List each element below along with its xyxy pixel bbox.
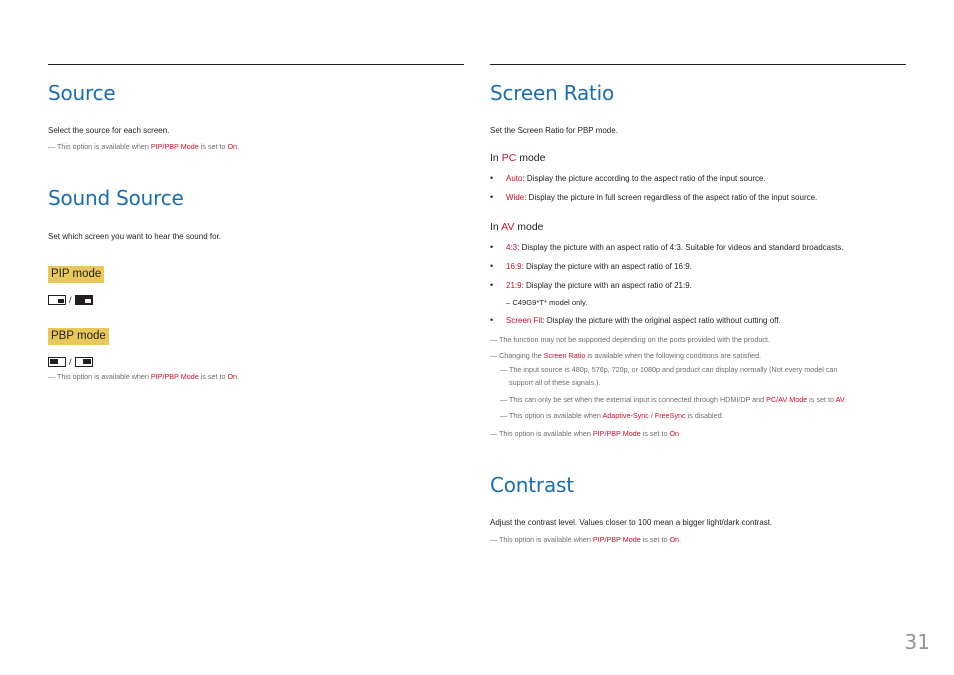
pbp-right-screen-icon [75, 357, 93, 367]
bullet-mark: • [490, 315, 494, 325]
pbp-mode-label: PBP mode [48, 328, 109, 345]
pip-mode-icons [48, 293, 93, 305]
bullet-mark: • [490, 242, 494, 252]
screen-ratio-description: Set the Screen Ratio for PBP mode. [490, 126, 618, 135]
icon-separator: / [69, 356, 72, 367]
sound-source-note: ― This option is available when PIP/PBP Mode is set to On. [48, 372, 240, 381]
contrast-note: ― This option is available when PIP/PBP Mode is set to On. [490, 535, 682, 544]
av-item-4-3: • 4:3: Display the picture with an aspect ratio of 4:3. Suitable for videos and standard broadcasts. [490, 242, 844, 252]
note-mark: ― [490, 351, 498, 360]
page-number: 31 [904, 630, 930, 654]
note-mark: ― [490, 429, 498, 438]
pbp-left-screen-icon [48, 357, 66, 367]
condition-input-source: ― The input source is 480p, 576p, 720p, or 1080p and product can display normally (Not every model can [500, 365, 838, 374]
left-column [48, 0, 464, 675]
bullet-mark: • [490, 261, 494, 271]
ports-note: ― The function may not be supported depending on the ports provided with the product. [490, 335, 770, 344]
pip-small-window-icon [48, 295, 66, 305]
screen-ratio-pip-note: ― This option is available when PIP/PBP Mode is set to On. [490, 429, 682, 438]
source-title: Source [48, 81, 116, 105]
sound-source-title: Sound Source [48, 186, 184, 210]
pc-item-auto: • Auto: Display the picture according to the aspect ratio of the input source. [490, 173, 766, 183]
av-item-21-9: • 21:9: Display the picture with an aspect ratio of 21:9. [490, 280, 692, 290]
bullet-mark: • [490, 192, 494, 202]
note-mark: ― [48, 142, 56, 151]
pc-mode-heading: In PC mode [490, 152, 546, 164]
contrast-description: Adjust the contrast level. Values closer to 100 mean a bigger light/dark contrast. [490, 518, 773, 527]
condition-hdmi-dp: ― This can only be set when the external input is connected through HDMI/DP and PC/AV Mode is set to AV. [500, 395, 846, 404]
av-item-16-9: • 16:9: Display the picture with an aspect ratio of 16:9. [490, 261, 692, 271]
top-rule-left [48, 64, 464, 65]
conditions-note: ― Changing the Screen Ratio is available when the following conditions are satisfied. [490, 351, 762, 360]
sound-source-description: Set which screen you want to hear the sound for. [48, 232, 221, 241]
condition-input-source-cont: support all of these signals.). [509, 378, 601, 387]
bullet-mark: • [490, 280, 494, 290]
note-mark: ― [500, 365, 508, 374]
pip-pbp-mode-ref: PIP/PBP Mode [150, 372, 199, 381]
note-mark: ― [500, 395, 508, 404]
pip-mode-label: PIP mode [48, 266, 104, 283]
on-ref: On [227, 372, 238, 381]
pip-pbp-mode-ref: PIP/PBP Mode [150, 142, 199, 151]
source-note: ― This option is available when PIP/PBP Mode is set to On. [48, 142, 240, 151]
av-item-screen-fit: • Screen Fit: Display the picture with the original aspect ratio without cutting off. [490, 315, 781, 325]
note-mark: ― [490, 535, 498, 544]
on-ref: On [227, 142, 238, 151]
source-description: Select the source for each screen. [48, 126, 170, 135]
note-mark: ― [500, 411, 508, 420]
pbp-mode-icons [48, 355, 93, 367]
condition-adaptive-sync: ― This option is available when Adaptive-Sync / FreeSync is disabled. [500, 411, 724, 420]
bullet-mark: • [490, 173, 494, 183]
pc-item-wide: • Wide: Display the picture in full screen regardless of the aspect ratio of the input source. [490, 192, 818, 202]
model-only-note: – C49G9*T* model only. [506, 298, 588, 307]
av-mode-heading: In AV mode [490, 221, 544, 233]
top-rule-right [490, 64, 906, 65]
note-mark: ― [490, 335, 498, 344]
pip-main-window-icon [75, 295, 93, 305]
right-column [490, 0, 906, 675]
contrast-title: Contrast [490, 473, 574, 497]
icon-separator: / [69, 294, 72, 305]
screen-ratio-title: Screen Ratio [490, 81, 615, 105]
note-mark: ― [48, 372, 56, 381]
